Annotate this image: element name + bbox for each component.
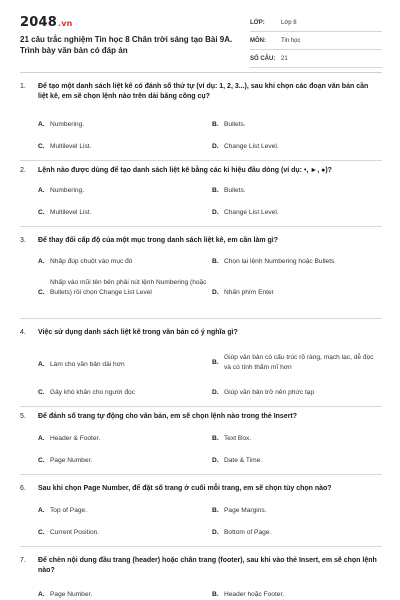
- question-divider: [20, 226, 382, 227]
- option-c[interactable]: [38, 456, 198, 466]
- option-letter: B.: [212, 121, 219, 128]
- header-divider: [20, 72, 382, 73]
- option-b[interactable]: [212, 506, 382, 516]
- option-letter: B.: [212, 591, 219, 598]
- option-b[interactable]: [212, 353, 382, 373]
- option-a[interactable]: [38, 590, 198, 600]
- option-text: Giúp văn bản trở nên phức tạp: [224, 389, 315, 396]
- meta-key: SỐ CÂU:: [250, 55, 276, 62]
- option-letter: A.: [38, 507, 45, 514]
- option-letter: C.: [38, 529, 45, 536]
- question-text: Việc sử dụng danh sách liệt kê trong văn bản có ý nghĩa gì?: [38, 329, 238, 336]
- option-d[interactable]: [212, 208, 382, 218]
- question-stem: [20, 328, 382, 338]
- meta-row-subject: [250, 32, 382, 50]
- option-c[interactable]: [38, 528, 198, 538]
- option-letter: A.: [38, 121, 45, 128]
- option-text: Numbering.: [50, 187, 85, 194]
- meta-value: 21: [281, 55, 288, 62]
- option-c[interactable]: [38, 388, 198, 398]
- question-divider: [20, 318, 382, 319]
- option-d[interactable]: [212, 528, 382, 538]
- option-letter: D.: [212, 143, 219, 150]
- question-stem: [20, 166, 382, 176]
- question-number: 6.: [20, 485, 26, 492]
- option-text: Change List Level.: [224, 209, 279, 216]
- question-text: Để thay đổi cấp độ của một mục trong danh sách liệt kê, em cần làm gì?: [38, 237, 278, 244]
- option-text: Bullets.: [224, 121, 246, 128]
- logo-main: 2048: [20, 15, 57, 30]
- option-letter: A.: [38, 591, 45, 598]
- question-stem: [20, 82, 382, 102]
- site-logo[interactable]: [20, 15, 73, 30]
- option-text: Header hoặc Footer.: [224, 591, 285, 598]
- question-stem: [20, 412, 382, 422]
- option-letter: D.: [212, 529, 219, 536]
- meta-table: [250, 14, 382, 68]
- option-d[interactable]: [212, 142, 382, 152]
- option-text: Bullets.: [224, 187, 246, 194]
- option-letter: D.: [212, 289, 219, 296]
- option-letter: B.: [212, 435, 219, 442]
- option-a[interactable]: [38, 360, 198, 370]
- question-text: Sau khi chọn Page Number, để đặt số trang ở cuối mỗi trang, em sẽ chọn tùy chọn nào?: [38, 485, 332, 492]
- option-text: Multilevel List.: [50, 209, 92, 216]
- option-a[interactable]: [38, 186, 198, 196]
- option-b[interactable]: [212, 120, 382, 130]
- option-letter: C.: [38, 289, 45, 296]
- option-d[interactable]: [212, 288, 382, 298]
- option-a[interactable]: [38, 506, 198, 516]
- option-text: Top of Page.: [50, 507, 88, 514]
- option-text: Gây khó khăn cho người đọc: [50, 389, 135, 396]
- option-b[interactable]: [212, 257, 382, 267]
- option-letter: C.: [38, 143, 45, 150]
- option-d[interactable]: [212, 456, 382, 466]
- option-text: Current Position.: [50, 529, 100, 536]
- option-text: Numbering.: [50, 121, 85, 128]
- option-text: Page Number.: [50, 457, 93, 464]
- question-divider: [20, 546, 382, 547]
- option-text: Date & Time.: [224, 457, 263, 464]
- option-text: Nhấn phím Enter: [224, 289, 274, 296]
- meta-value: Tin học: [281, 37, 301, 44]
- option-letter: A.: [38, 361, 45, 368]
- meta-row-class: [250, 14, 382, 32]
- question-number: 7.: [20, 557, 26, 564]
- question-number: 3.: [20, 237, 26, 244]
- logo-tld: .vn: [57, 19, 73, 28]
- question-text: Để đánh số trang tự động cho văn bản, em sẽ chọn lệnh nào trong thẻ Insert?: [38, 413, 298, 420]
- option-text: Change List Level.: [224, 143, 279, 150]
- option-b[interactable]: [212, 434, 382, 444]
- question-divider: [20, 474, 382, 475]
- option-text: Nhấp vào mũi tên bên phải nút lệnh Numbering (hoặc Bullets) rồi chọn Change List Level: [50, 279, 207, 296]
- option-text: Multilevel List.: [50, 143, 92, 150]
- question-number: 1.: [20, 83, 26, 90]
- option-c[interactable]: [38, 208, 198, 218]
- option-letter: B.: [212, 359, 219, 366]
- option-text: Chọn lại lệnh Numbering hoặc Bullets: [224, 258, 335, 265]
- question-divider: [20, 160, 382, 161]
- question-text: Lệnh nào được dùng để tạo danh sách liệt kê bằng các kí hiệu đầu dòng (ví dụ: •, ►, ●)?: [38, 167, 332, 174]
- question-text: Để chèn nội dung đầu trang (header) hoặc chân trang (footer), sau khi vào thẻ Insert, em sẽ chọn lệnh nào?: [38, 557, 377, 574]
- option-letter: D.: [212, 457, 219, 464]
- option-letter: B.: [212, 258, 219, 265]
- question-stem: [20, 236, 382, 246]
- question-divider: [20, 406, 382, 407]
- option-c[interactable]: [38, 278, 208, 298]
- meta-key: LỚP:: [250, 19, 265, 26]
- meta-value: Lớp 8: [281, 19, 297, 26]
- option-d[interactable]: [212, 388, 382, 398]
- option-a[interactable]: [38, 434, 198, 444]
- option-b[interactable]: [212, 590, 382, 600]
- option-text: Làm cho văn bản dài hơn: [50, 361, 125, 368]
- document-title: 21 câu trắc nghiệm Tin học 8 Chân trời sáng tạo Bài 9A. Trình bày văn bản có đáp án: [20, 35, 233, 55]
- option-a[interactable]: [38, 120, 198, 130]
- question-number: 2.: [20, 167, 26, 174]
- option-text: Bottom of Page.: [224, 529, 272, 536]
- question-text: Để tạo một danh sách liệt kê có đánh số thứ tự (ví dụ: 1, 2, 3...), sau khi chọn các đoạn văn bản cần liệt kê, em sẽ chọn lệnh nào trên dải băng công cụ?: [38, 83, 369, 100]
- option-text: Header & Footer.: [50, 435, 101, 442]
- option-letter: A.: [38, 258, 45, 265]
- option-b[interactable]: [212, 186, 382, 196]
- option-letter: D.: [212, 209, 219, 216]
- option-letter: D.: [212, 389, 219, 396]
- question-number: 4.: [20, 329, 26, 336]
- question-stem: [20, 484, 382, 494]
- option-letter: A.: [38, 187, 45, 194]
- option-c[interactable]: [38, 142, 198, 152]
- option-a[interactable]: [38, 257, 198, 267]
- option-letter: B.: [212, 187, 219, 194]
- option-text: Giúp văn bản có cấu trúc rõ ràng, mạch lạc, dễ đọc và có tính thẩm mĩ hơn: [224, 354, 374, 371]
- option-letter: C.: [38, 209, 45, 216]
- question-number: 5.: [20, 413, 26, 420]
- meta-key: MÔN:: [250, 37, 266, 44]
- meta-row-count: [250, 50, 382, 68]
- option-letter: C.: [38, 389, 45, 396]
- option-letter: A.: [38, 435, 45, 442]
- option-letter: C.: [38, 457, 45, 464]
- option-text: Page Margins.: [224, 507, 267, 514]
- option-letter: B.: [212, 507, 219, 514]
- question-stem: [20, 556, 382, 576]
- page-header: [0, 0, 400, 66]
- option-text: Page Number.: [50, 591, 93, 598]
- option-text: Nhấp đúp chuột vào mục đó: [50, 258, 133, 265]
- option-text: Text Box.: [224, 435, 252, 442]
